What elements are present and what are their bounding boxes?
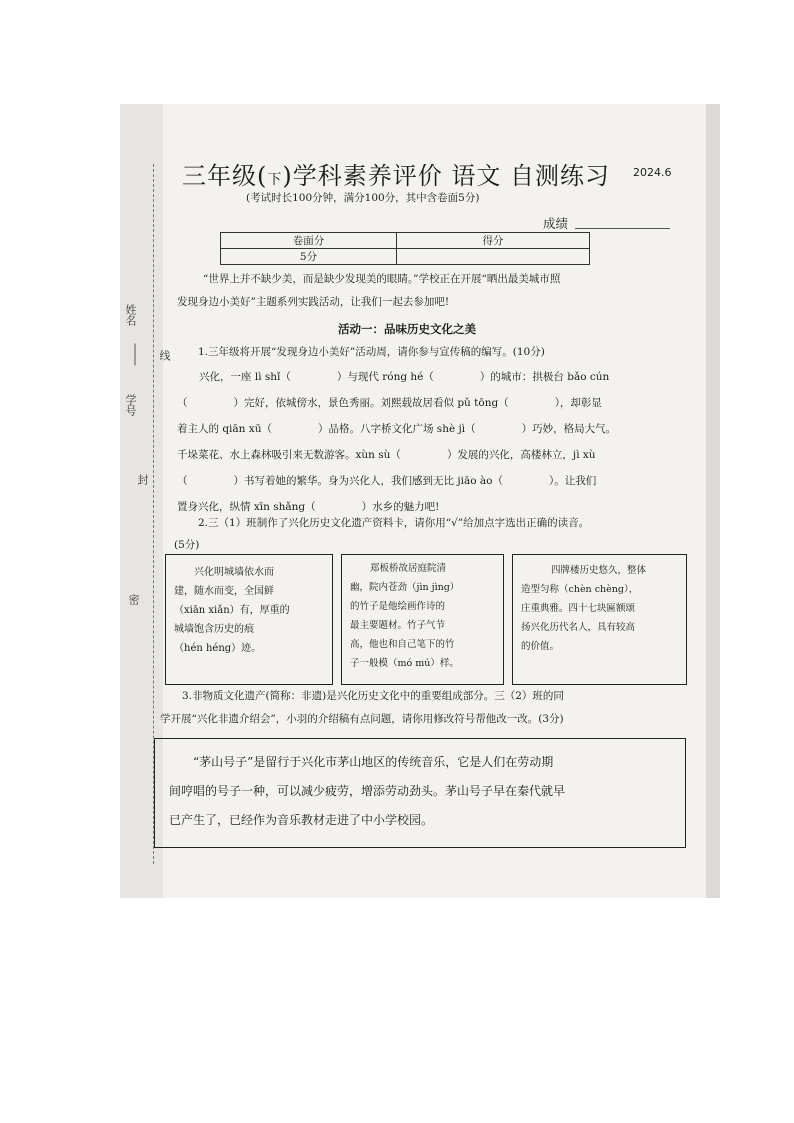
card3-line: 庄重典雅。四十七块匾额颂 [521, 603, 636, 614]
name-label: 姓名 [124, 304, 137, 326]
q1-l5-a: （ [177, 475, 188, 487]
card3-line: 的价值。 [521, 641, 560, 652]
q1-l1-b: ）与现代 róng hé（ [336, 371, 434, 383]
card3-line: 四牌楼历史悠久，整体 [551, 565, 647, 576]
q3-text-line: “茅山号子”是留行于兴化市茅山地区的传统音乐，它是人们在劳动期 [193, 755, 554, 769]
answer-blank[interactable] [503, 475, 549, 487]
q2-stem-a: 2.三（1）班制作了兴化历史文化遗产资料卡，请你用“√”给加点字选出正确的读音。 [198, 517, 590, 529]
answer-blank[interactable] [434, 371, 480, 383]
answer-blank[interactable] [401, 449, 447, 461]
q1-l1-c: ）的城市：拱极台 bǎo cún [479, 371, 610, 383]
card1-line: 兴化明城墙依水而 [194, 567, 274, 578]
score-table [220, 232, 590, 265]
q1-line-3 [177, 416, 616, 442]
score-table-cell-1: 5分 [221, 249, 397, 265]
q1-l6-b: ）水乡的魅力吧! [361, 501, 440, 513]
q1-l2-b: ）完好，依城傍水，景色秀丽。刘熙载故居看似 pǔ tōng（ [233, 397, 509, 409]
score-blank-line [575, 228, 670, 229]
card3-line: 扬兴化历代名人，具有较高 [521, 622, 636, 633]
card1-line: 城墙饱含历史的痕 [174, 624, 254, 635]
q1-stem: 1.三年级将开展“发现身边小美好”活动周，请你参与宣传稿的编写。(10分) [198, 346, 545, 358]
q1-line-4 [177, 442, 616, 468]
xuehao-label: 学号 [124, 394, 137, 416]
score-table-cell-2[interactable] [397, 249, 590, 265]
q1-l6-a: 置身兴化，纵情 xīn shǎng（ [177, 501, 316, 513]
q1-body [177, 364, 616, 520]
activity-1-title: 活动一：品味历史文化之美 [338, 322, 476, 336]
q1-l4-b: ）发展的兴化，高楼林立，jì xù [446, 449, 596, 461]
q1-line-2 [177, 390, 616, 416]
q1-l4-a: 千垛菜花、水上森林吸引来无数游客。xùn sù（ [177, 449, 401, 461]
sheet-edge [706, 104, 720, 898]
answer-blank[interactable] [476, 423, 522, 435]
card2-line: 幽，院内苍劲（jìn jìng） [350, 582, 460, 593]
answer-blank[interactable] [509, 397, 555, 409]
q1-l2-a: （ [177, 397, 188, 409]
q1-l3-c: ）巧妙，格局大气。 [521, 423, 617, 435]
score-table-head-2: 得分 [397, 233, 590, 249]
card2-line: 的竹子是他绘画作诗的 [350, 601, 446, 612]
answer-blank[interactable] [272, 423, 318, 435]
photo-frame [120, 104, 720, 898]
card2-line: 郑板桥故居庭院清 [370, 563, 447, 574]
q3-text-box [154, 738, 686, 848]
q3-text-line: 间哼唱的号子一种，可以减少疲劳，增添劳动劲头。茅山号子早在秦代就早 [169, 784, 566, 798]
card2-line: 子一般模（mó mú）样。 [350, 658, 459, 669]
feng-label: 封 [136, 474, 149, 485]
resource-card-1 [165, 554, 333, 685]
answer-blank[interactable] [291, 371, 337, 383]
card1-line: （hén héng）迹。 [174, 643, 262, 654]
q1-l2-c: ），却彰显 [554, 397, 602, 409]
q1-l5-b: ）书写着她的繁华。身为兴化人，我们感到无比 jiāo ào（ [233, 475, 503, 487]
q1-l3-b: ）品格。八字桥文化广场 shè jì（ [317, 423, 476, 435]
q1-line-1 [177, 364, 616, 390]
answer-blank[interactable] [188, 475, 234, 487]
resource-card-2 [341, 554, 504, 685]
q1-l3-a: 着主人的 qiān xū（ [177, 423, 272, 435]
title-part-a: 三年级( [182, 162, 268, 190]
xian-label: 线 [158, 350, 171, 361]
score-table-head-1: 卷面分 [221, 233, 397, 249]
card2-line: 高，他也和自己笔下的竹 [350, 639, 455, 650]
q3-stem-b: 学开展“兴化非遗介绍会”，小羽的介绍稿有点问题，请你用修改符号帮他改一改。(3分) [160, 713, 564, 725]
exam-date: 2024.6 [633, 166, 672, 179]
resource-card-3 [512, 554, 687, 685]
q2-stem-b: (5分) [174, 539, 200, 551]
card1-line: 建，随水而变，全国鲜 [174, 586, 274, 597]
q1-l5-c: ）。让我们 [548, 475, 597, 487]
q3-stem-a: 3.非物质文化遗产(简称：非遗)是兴化历史文化中的重要组成部分。三（2）班的同 [182, 690, 564, 702]
q1-line-5 [177, 468, 616, 494]
title-part-b: )学科素养评价 语文 自测练习 [282, 162, 610, 190]
intro-line-1: “世界上并不缺少美，而是缺少发现美的眼睛。”学校正在开展“晒出最美城市照 [203, 273, 561, 285]
q1-l1-a: 兴化，一座 lì shǐ（ [199, 371, 291, 383]
intro-line-2: 发现身边小美好”主题系列实践活动，让我们一起去参加吧! [177, 296, 450, 308]
exam-note: (考试时长100分钟，满分100分，其中含卷面5分) [246, 192, 480, 204]
score-label: 成绩 [543, 216, 569, 231]
page-title [182, 156, 610, 191]
card3-line: 造型匀称（chèn chèng）， [521, 584, 639, 595]
card1-line: （xiān xiǎn）有，厚重的 [174, 605, 290, 616]
title-grade: 下 [267, 172, 283, 188]
card2-line: 最主要题材。竹子气节 [350, 620, 446, 631]
mi-label: 密 [127, 594, 140, 605]
q3-text-line: 已产生了，已经作为音乐教材走进了中小学校园。 [169, 813, 434, 827]
answer-blank[interactable] [188, 397, 234, 409]
name-line [135, 344, 136, 366]
